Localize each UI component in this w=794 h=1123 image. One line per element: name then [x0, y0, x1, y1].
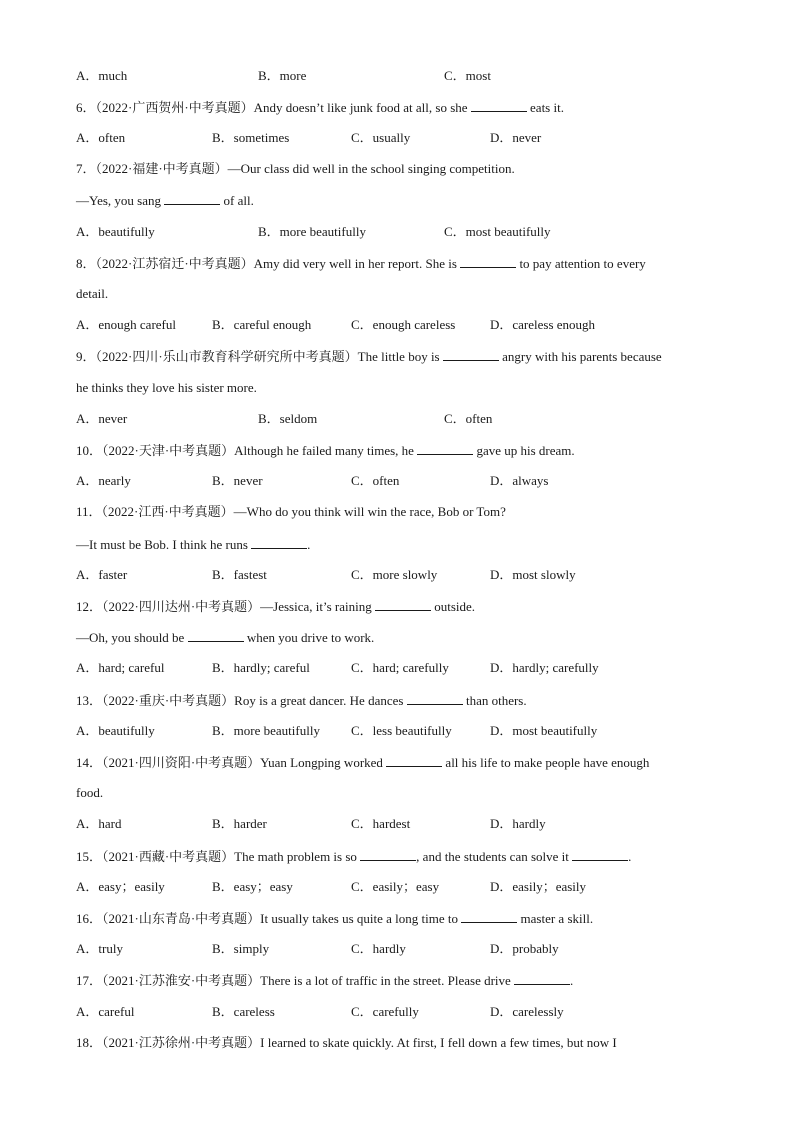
q17-option-c: C．carefully	[351, 1004, 419, 1019]
q14-option-b: B．harder	[212, 816, 267, 831]
q13-option-c: C．less beautifully	[351, 723, 452, 738]
q9-option-b: B．seldom	[258, 411, 318, 426]
q12-option-c: C．hard; carefully	[351, 660, 449, 675]
question-7-line-2: —Yes, you sang of all.	[76, 193, 254, 208]
answer-blank	[251, 536, 307, 549]
answer-blank	[188, 629, 244, 642]
answer-blank	[417, 442, 473, 455]
q11-option-c: C．more slowly	[351, 567, 438, 582]
answer-blank	[461, 910, 517, 923]
answer-blank	[375, 598, 431, 611]
q17-option-d: D．carelessly	[490, 1004, 564, 1019]
question-8: 8．（2022·江苏宿迁·中考真题）Amy did very well in her report. She is to pay attention to every	[76, 256, 646, 271]
q16-option-d: D．probably	[490, 941, 559, 956]
q7-option-b: B．more beautifully	[258, 224, 366, 239]
answer-blank	[471, 99, 527, 112]
q7-option-c: C．most beautifully	[444, 224, 551, 239]
q13-option-a: A．beautifully	[76, 723, 155, 738]
question-11-line-2: —It must be Bob. I think he runs .	[76, 537, 311, 552]
answer-blank	[386, 754, 442, 767]
question-17: 17．（2021·江苏淮安·中考真题）There is a lot of traffic in the street. Please drive .	[76, 973, 574, 988]
question-10: 10．（2022·天津·中考真题）Although he failed many times, he gave up his dream.	[76, 443, 575, 458]
q6-option-b: B．sometimes	[212, 130, 290, 145]
q16-option-b: B．simply	[212, 941, 270, 956]
question-9: 9．（2022·四川·乐山市教育科学研究所中考真题）The little boy is angry with his parents because	[76, 349, 662, 364]
q11-option-b: B．fastest	[212, 567, 267, 582]
q16-option-c: C．hardly	[351, 941, 406, 956]
q8-option-a: A．enough careful	[76, 317, 176, 332]
q13-option-b: B．more beautifully	[212, 723, 320, 738]
question-7: 7．（2022·福建·中考真题）—Our class did well in the school singing competition.	[76, 161, 515, 176]
answer-blank	[460, 255, 516, 268]
q14-option-c: C．hardest	[351, 816, 411, 831]
question-15: 15．（2021·西藏·中考真题）The math problem is so , and the students can solve it .	[76, 849, 632, 864]
question-11: 11．（2022·江西·中考真题）—Who do you think will win the race, Bob or Tom?	[76, 504, 506, 519]
answer-blank	[572, 848, 628, 861]
q5-option-a: A．much	[76, 68, 128, 83]
q6-option-d: D．never	[490, 130, 542, 145]
answer-blank	[407, 692, 463, 705]
q12-option-d: D．hardly; carefully	[490, 660, 599, 675]
q8-option-c: C．enough careless	[351, 317, 456, 332]
q17-option-a: A．careful	[76, 1004, 135, 1019]
q8-option-b: B．careful enough	[212, 317, 312, 332]
q16-option-a: A．truly	[76, 941, 123, 956]
question-6: 6．（2022·广西贺州·中考真题）Andy doesn’t like junk food at all, so she eats it.	[76, 100, 564, 115]
q11-option-a: A．faster	[76, 567, 128, 582]
q10-option-c: C．often	[351, 473, 400, 488]
q12-option-a: A．hard; careful	[76, 660, 165, 675]
q9-option-a: A．never	[76, 411, 128, 426]
q12-option-b: B．hardly; careful	[212, 660, 310, 675]
question-13: 13．（2022·重庆·中考真题）Roy is a great dancer. He dances than others.	[76, 693, 527, 708]
answer-blank	[514, 972, 570, 985]
q10-option-d: D．always	[490, 473, 549, 488]
question-14-line-2: food.	[76, 785, 104, 800]
answer-blank	[443, 348, 499, 361]
question-12-line-2: —Oh, you should be when you drive to work.	[76, 630, 375, 645]
q15-option-d: D．easily；easily	[490, 879, 587, 894]
question-14: 14．（2021·四川资阳·中考真题）Yuan Longping worked all his life to make people have enough	[76, 755, 650, 770]
q14-option-a: A．hard	[76, 816, 122, 831]
q10-option-b: B．never	[212, 473, 263, 488]
q7-option-a: A．beautifully	[76, 224, 155, 239]
question-8-line-2: detail.	[76, 286, 109, 301]
q11-option-d: D．most slowly	[490, 567, 576, 582]
q10-option-a: A．nearly	[76, 473, 131, 488]
q6-option-c: C．usually	[351, 130, 411, 145]
q15-option-b: B．easy；easy	[212, 879, 293, 894]
answer-blank	[360, 848, 416, 861]
question-18: 18．（2021·江苏徐州·中考真题）I learned to skate quickly. At first, I fell down a few times, but now I	[76, 1035, 617, 1050]
q13-option-d: D．most beautifully	[490, 723, 598, 738]
q15-option-a: A．easy；easily	[76, 879, 165, 894]
q5-option-c: C．most	[444, 68, 491, 83]
question-9-line-2: he thinks they love his sister more.	[76, 380, 257, 395]
answer-blank	[164, 192, 220, 205]
q6-option-a: A．often	[76, 130, 126, 145]
q17-option-b: B．careless	[212, 1004, 275, 1019]
question-16: 16．（2021·山东青岛·中考真题）It usually takes us quite a long time to master a skill.	[76, 911, 594, 926]
q15-option-c: C．easily；easy	[351, 879, 440, 894]
question-12: 12．（2022·四川达州·中考真题）—Jessica, it’s raining outside.	[76, 599, 476, 614]
q9-option-c: C．often	[444, 411, 493, 426]
q8-option-d: D．careless enough	[490, 317, 596, 332]
q5-option-b: B．more	[258, 68, 307, 83]
q14-option-d: D．hardly	[490, 816, 546, 831]
